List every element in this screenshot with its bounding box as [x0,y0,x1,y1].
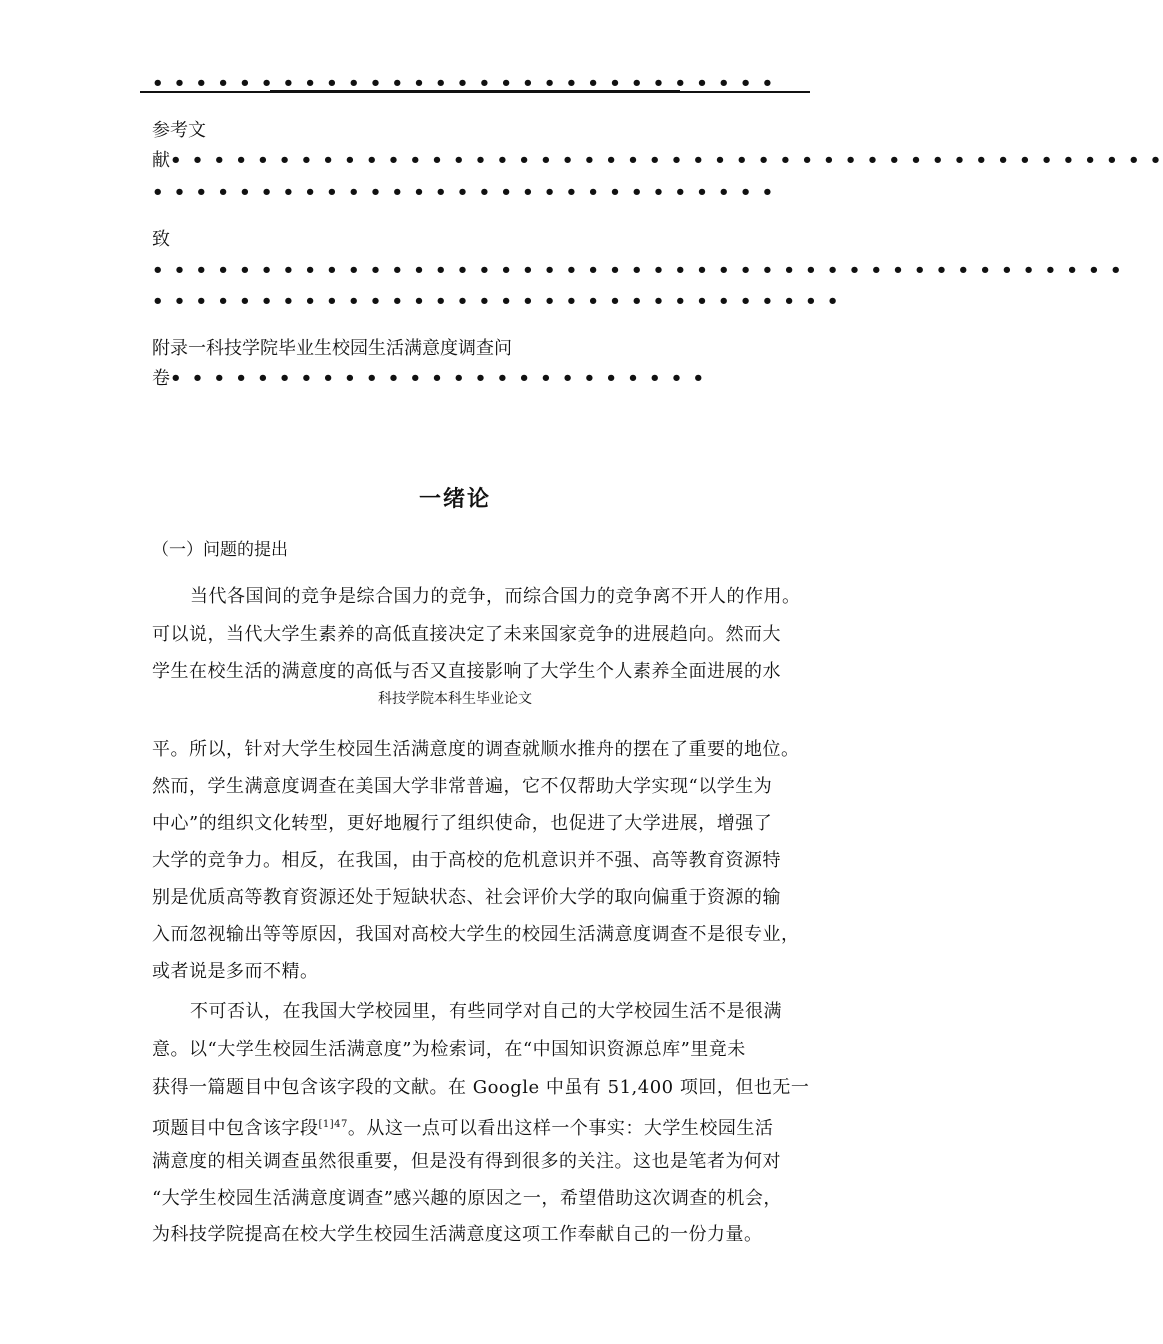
citation-page: 47 [334,1119,348,1130]
body-line-with-citation [152,1113,773,1141]
body-line: 可以说，当代大学生素养的高低直接决定了未来国家竞争的进展趋向。然而大 [152,624,781,645]
toc-appendix-char: 卷 [152,368,170,389]
body-line: 然而，学生满意度调查在美国大学非常普遍，它不仅帮助大学实现“以学生为 [152,776,773,797]
body-line: 学生在校生活的满意度的高低与否又直接影响了大学生个人素养全面进展的水 [152,661,781,682]
body-text: 项题目中包含该字段 [152,1118,319,1139]
body-line: 入而忽视输出等等原因，我国对高校大学生的校园生活满意度调查不是很专业， [152,924,800,945]
toc-appendix-label-cont [152,367,706,391]
toc-appendix-dots: • • • • • • • • • • • • • • • • • • • • • • • • • [170,368,707,389]
section-subtitle: （一）问题的提出 [152,540,288,560]
body-line: 大学的竞争力。相反，在我国，由于高校的危机意识并不强、高等教育资源特 [152,850,781,871]
body-line: 或者说是多而不精。 [152,961,319,982]
toc-thanks-dots: • • • • • • • • • • • • • • • • • • • • • • • • • • • • • • • • • • • • • • • • • • • • • [152,260,1124,281]
page-header: 科技学院本科生毕业论文 [378,691,532,707]
body-line: 满意度的相关调查虽然很重要，但是没有得到很多的关注。这也是笔者为何对 [152,1151,781,1172]
toc-thanks-dots-2: • • • • • • • • • • • • • • • • • • • • • • • • • • • • • • • • [152,291,841,312]
body-line: 当代各国间的竞争是综合国力的竞争，而综合国力的竞争离不开人的作用。 [190,586,801,607]
toc-references-dots: • • • • • • • • • • • • • • • • • • • • • • • • • • • • • • • • • • • • • • • • • • • • • • [170,150,1163,171]
body-line: 意。以“大学生校园生活满意度”为检索词，在“中国知识资源总库”里竟未 [152,1039,746,1060]
body-line: 为科技学院提高在校大学生校园生活满意度这项工作奉献自己的一份力量。 [152,1224,763,1245]
body-text: 。从这一点可以看出这样一个事实：大学生校园生活 [347,1118,774,1139]
body-line: “大学生校园生活满意度调查”感兴趣的原因之一，希望借助这次调查的机会， [152,1188,782,1209]
toc-dots: • • • • • • • • • • • • • • • • • • • • • • • • • • • • • [152,73,776,94]
body-line: 别是优质高等教育资源还处于短缺状态、社会评价大学的取向偏重于资源的输 [152,887,781,908]
body-line: 获得一篇题目中包含该字段的文献。在 Google 中虽有 51,400 项回，但也无一 [152,1077,810,1098]
toc-references-label: 参考文 [152,120,206,141]
section-title: 一绪论 [418,486,491,512]
toc-references-char: 献 [152,150,170,171]
citation-ref [319,1119,348,1130]
body-line: 中心”的组织文化转型，更好地履行了组织使命，也促进了大学进展，增强了 [152,813,773,834]
body-line: 不可否认，在我国大学校园里，有些同学对自己的大学校园生活不是很满 [190,1001,782,1022]
toc-references-label-cont [152,149,1163,173]
toc-references-dots-2: • • • • • • • • • • • • • • • • • • • • • • • • • • • • • [152,182,776,203]
toc-thanks-label: 致 [152,229,170,250]
citation-number: [1] [318,1119,335,1130]
body-line: 平。所以，针对大学生校园生活满意度的调查就顺水推舟的摆在了重要的地位。 [152,739,800,760]
toc-appendix-label: 附录一科技学院毕业生校园生活满意度调查问 [152,338,512,359]
